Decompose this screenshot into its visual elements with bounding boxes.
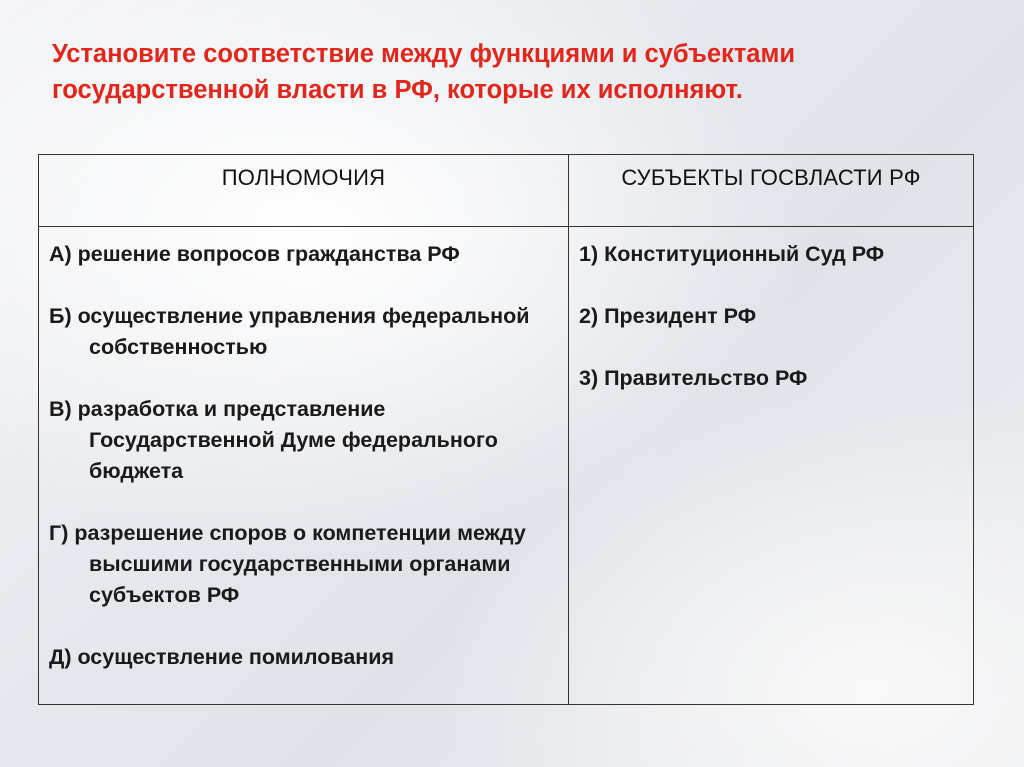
power-item-a: А) решение вопросов гражданства РФ — [49, 242, 460, 266]
table-body-row — [39, 227, 974, 705]
subjects-cell — [569, 227, 974, 705]
subject-item-1: 1) Конституционный Суд РФ — [579, 242, 885, 266]
table-header-row — [39, 155, 974, 227]
subject-item-2: 2) Президент РФ — [579, 304, 757, 328]
subjects-list — [569, 227, 973, 394]
powers-cell — [39, 227, 569, 705]
header-powers: ПОЛНОМОЧИЯ — [39, 155, 569, 227]
header-subjects: СУБЪЕКТЫ ГОСВЛАСТИ РФ — [569, 155, 974, 227]
task-title: Установите соответствие между функциями и субъектами государственной власти в РФ, которые их исполняют. — [52, 40, 796, 104]
subject-item-3: 3) Правительство РФ — [579, 366, 808, 390]
power-item-d: Д) осуществление помилования — [49, 645, 395, 669]
power-item-b: Б) осуществление управления федеральной собственностью — [49, 304, 530, 359]
matching-table — [38, 154, 974, 705]
power-item-v: В) разработка и представление Государственной Думе федерального бюджета — [49, 397, 498, 483]
powers-list — [39, 227, 568, 673]
power-item-g: Г) разрешение споров о компетенции между высшими государственными органами субъектов РФ — [49, 521, 526, 607]
